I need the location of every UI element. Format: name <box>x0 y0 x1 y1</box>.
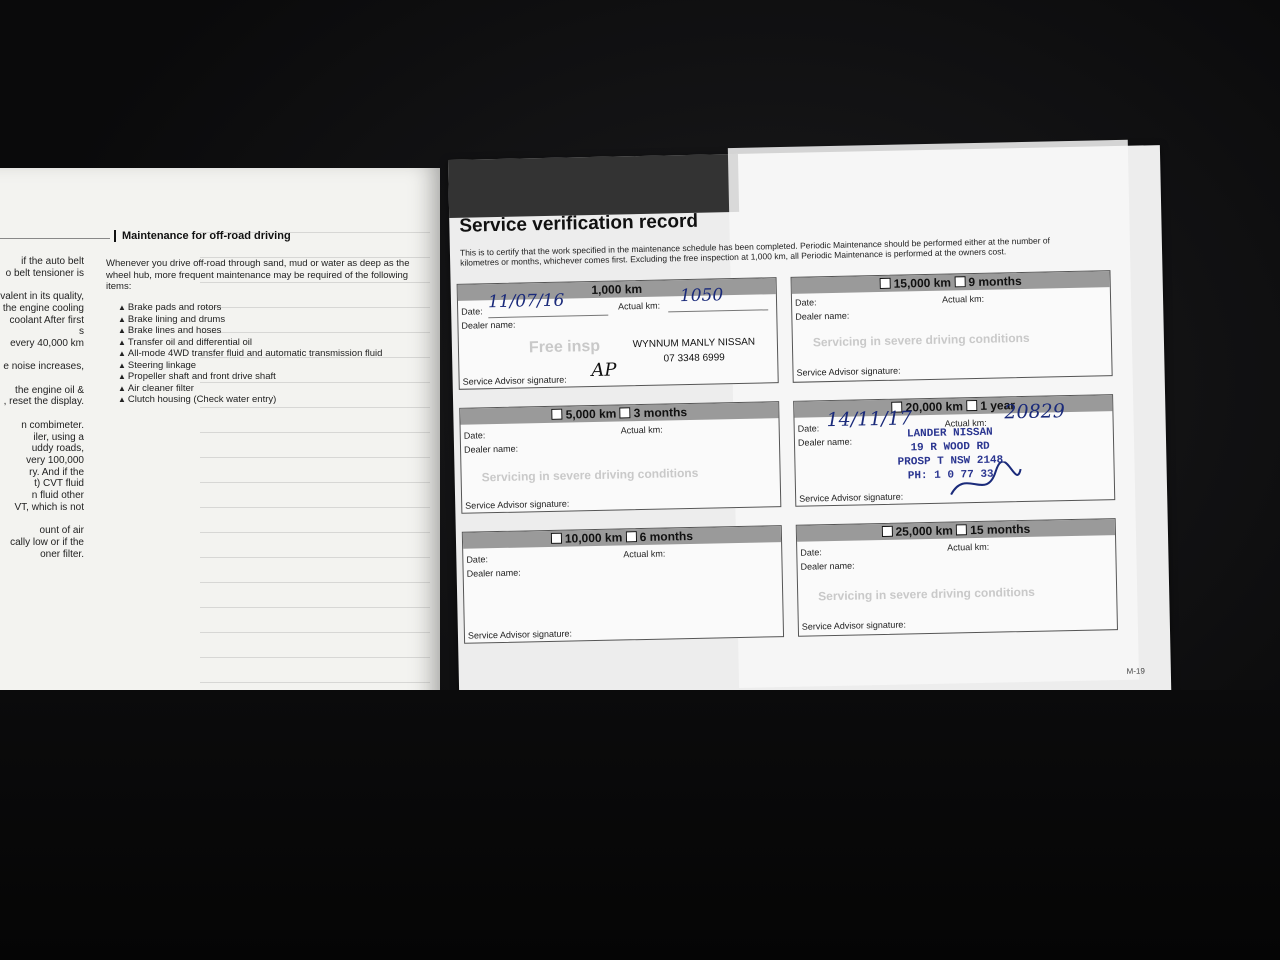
text-line: the engine cooling <box>2 302 84 314</box>
header-band <box>448 154 739 218</box>
dealer-label: Dealer name: <box>463 443 519 455</box>
service-box-10000km <box>462 525 784 644</box>
left-page <box>0 168 440 716</box>
signature-label: Service Advisor signature: <box>796 365 901 378</box>
text-line: uddy roads, <box>31 443 84 455</box>
service-box-15000km <box>791 270 1113 383</box>
header-km: 25,000 km <box>895 523 954 539</box>
stamp-line: WYNNUM MANLY NISSAN <box>632 336 756 351</box>
list-item: ▲ Brake pads and rotors <box>118 302 382 314</box>
actual-km-label: Actual km: <box>618 300 661 312</box>
page-intro: This is to certify that the work specified in the maintenance schedule has been completed. Periodic Maintenance should be performed either at the number of kilometres or months, whichever comes first. Excluding the free inspection at 1,000 km, all Periodic Maintenance is performed at the owners cost. <box>459 235 1051 268</box>
header-time: 15 months <box>970 521 1031 538</box>
text-line <box>0 350 84 362</box>
signature-label: Service Advisor signature: <box>467 628 573 641</box>
list-item: ▲ Propeller shaft and front drive shaft <box>118 371 382 383</box>
box-header: 1,000 km <box>458 278 776 301</box>
actual-km-label: Actual km: <box>941 293 985 305</box>
stamp-line: 07 3348 6999 <box>663 352 725 365</box>
checkbox-icon <box>626 531 637 542</box>
list-item: ▲ Steering linkage <box>118 360 382 372</box>
text-line: o belt tensioner is <box>5 267 84 279</box>
page-title: Service verification record <box>459 210 699 237</box>
text-line: s <box>79 326 84 338</box>
checkbox-icon <box>551 533 562 544</box>
text-line: iler, using a <box>33 431 84 443</box>
text-line: every 40,000 km <box>10 337 84 349</box>
text-line: ry. And if the <box>29 466 84 478</box>
checkbox-icon <box>954 276 965 287</box>
divider <box>0 238 110 239</box>
handwritten-date: 11/07/16 <box>487 290 565 313</box>
actual-km-label: Actual km: <box>620 424 663 436</box>
handwritten-date: 14/11/17 <box>826 407 913 432</box>
dealer-label: Dealer name: <box>461 319 516 331</box>
text-line <box>0 513 84 525</box>
stamp-line: PH: 1 0 77 33 <box>907 468 994 483</box>
header-km: 10,000 km <box>564 530 623 546</box>
text-line <box>0 373 84 385</box>
text-line: very 100,000 <box>26 454 84 466</box>
list-item: ▲ All-mode 4WD transfer fluid and automatic transmission fluid <box>118 348 382 360</box>
date-label: Date: <box>794 297 817 308</box>
text-line: if the auto belt <box>21 256 84 267</box>
watermark: Servicing in severe driving conditions <box>818 584 1036 604</box>
text-line: n fluid other <box>31 490 84 502</box>
stamp-line: PROSP T NSW 2148 <box>897 454 1004 469</box>
right-page <box>448 145 1171 710</box>
date-label: Date: <box>463 430 486 441</box>
section-title: Maintenance for off-road driving <box>114 230 291 242</box>
actual-km-label: Actual km: <box>623 548 666 560</box>
box-header <box>463 526 781 549</box>
text-line: oner filter. <box>40 548 84 560</box>
stamp-line: LANDER NISSAN <box>906 426 993 441</box>
watermark: Free insp <box>528 337 601 357</box>
header-time: 1 year <box>980 398 1016 413</box>
checkbox-icon <box>620 407 631 418</box>
list-item: ▲ Transfer oil and differential oil <box>118 337 382 349</box>
signature-label: Service Advisor signature: <box>801 619 906 632</box>
checkbox-icon <box>881 526 892 537</box>
header-km: 20,000 km <box>905 399 964 415</box>
box-header <box>460 402 778 425</box>
text-line: cally low or if the <box>10 536 84 548</box>
service-box-25000km <box>796 518 1118 637</box>
text-line: ount of air <box>39 525 84 537</box>
text-line: e noise increases, <box>3 361 84 373</box>
text-line: VT, which is not <box>14 501 84 513</box>
dealer-label: Dealer name: <box>795 310 850 322</box>
dealer-label: Dealer name: <box>466 567 521 579</box>
handwritten-km: 20829 <box>1004 400 1066 424</box>
handwritten-signature: AP <box>591 359 617 382</box>
date-label: Date: <box>797 423 820 434</box>
text-line: valent in its quality, <box>0 291 84 303</box>
header-time: 9 months <box>968 274 1022 290</box>
date-label: Date: <box>800 547 822 558</box>
header-km: 5,000 km <box>565 406 617 422</box>
stamp-line: 19 R WOOD RD <box>910 440 990 455</box>
checkbox-icon <box>552 409 563 420</box>
text-line <box>0 408 84 420</box>
date-line <box>488 315 608 319</box>
maintenance-list <box>118 302 382 406</box>
list-item: ▲ Brake lining and drums <box>118 314 382 326</box>
actual-km-label: Actual km: <box>947 541 990 553</box>
list-item: ▲ Air cleaner filter <box>118 383 382 395</box>
text-line: t) CVT fluid <box>34 478 84 490</box>
list-item: ▲ Brake lines and hoses <box>118 325 382 337</box>
watermark: Servicing in severe driving conditions <box>812 330 1030 350</box>
signature-label: Service Advisor signature: <box>799 491 904 504</box>
table-shadow <box>0 690 1280 960</box>
header-km: 15,000 km <box>893 275 952 291</box>
text-line: coolant After first <box>9 314 84 326</box>
dealer-label: Dealer name: <box>797 436 853 448</box>
km-line <box>668 309 768 312</box>
handwritten-km: 1050 <box>679 285 724 307</box>
header-time: 3 months <box>633 405 688 421</box>
text-line: , reset the display. <box>3 396 84 408</box>
header-time: 6 months <box>639 528 694 545</box>
checkbox-icon <box>956 524 967 535</box>
dealer-stamp <box>629 337 760 366</box>
signature-label: Service Advisor signature: <box>465 498 570 511</box>
dealer-label: Dealer name: <box>800 560 855 572</box>
date-label: Date: <box>461 306 483 317</box>
service-box-20000km <box>793 394 1115 507</box>
watermark: Servicing in severe driving conditions <box>481 465 699 485</box>
section-intro: Whenever you drive off-road through sand, mud or water as deep as the wheel hub, more frequent maintenance may be required of the following items: <box>106 258 410 292</box>
service-box-1000km <box>457 277 779 390</box>
text-line <box>0 279 84 291</box>
list-item: ▲ Clutch housing (Check water entry) <box>118 394 382 406</box>
text-line: n combimeter. <box>21 419 84 431</box>
actual-km-label: Actual km: <box>944 417 987 429</box>
ink-signature <box>945 461 1026 503</box>
date-label: Date: <box>466 554 488 565</box>
checkbox-icon <box>966 400 977 411</box>
signature-label: Service Advisor signature: <box>462 374 567 387</box>
truncated-body-text <box>0 256 84 560</box>
text-line: the engine oil & <box>15 384 84 396</box>
checkbox-icon <box>880 278 891 289</box>
page-number: M-19 <box>1126 666 1145 676</box>
service-box-5000km <box>459 401 781 514</box>
